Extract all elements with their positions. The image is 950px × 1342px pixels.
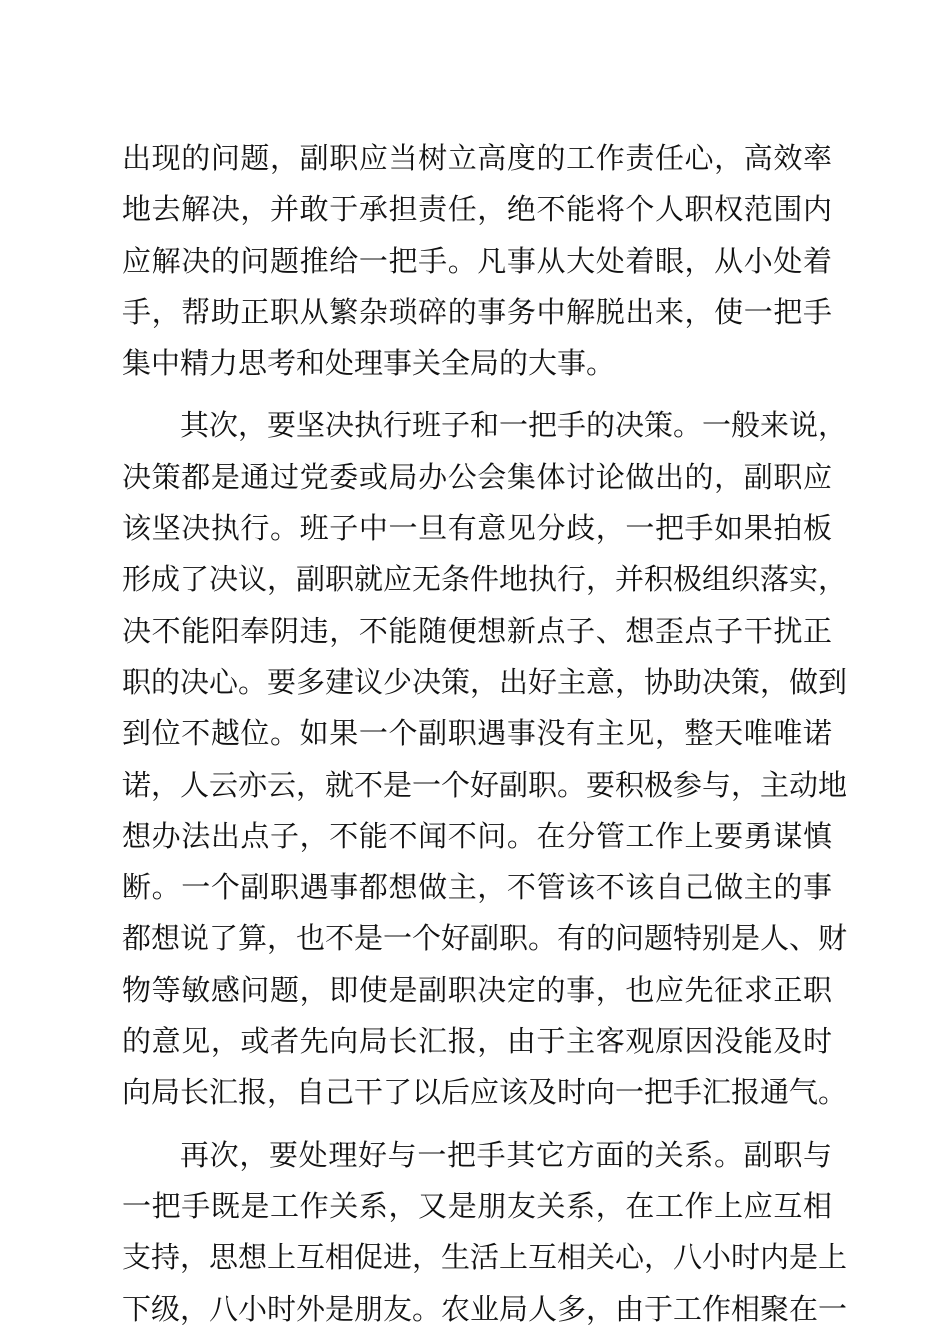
text-line: 的意见，或者先向局长汇报，由于主客观原因没能及时 — [122, 1024, 832, 1059]
text-line: 该坚决执行。班子中一旦有意见分歧，一把手如果拍板 — [122, 511, 832, 546]
text-line: 集中精力思考和处理事关全局的大事。 — [122, 346, 616, 381]
text-line: 诺，人云亦云，就不是一个好副职。要积极参与，主动地 — [122, 767, 848, 802]
text-line: 出现的问题，副职应当树立高度的工作责任心，高效率 — [122, 141, 832, 175]
text-line: 到位不越位。如果一个副职遇事没有主见，整天唯唯诺 — [122, 716, 832, 751]
text-line: 地去解决，并敢于承担责任，绝不能将个人职权范围内 — [122, 192, 832, 227]
text-line: 断。一个副职遇事都想做主，不管该不该自己做主的事 — [122, 870, 832, 905]
paragraph-first-line: 再次，要处理好与一把手其它方面的关系。副职与 — [180, 1137, 832, 1172]
text-line: 向局长汇报，自己干了以后应该及时向一把手汇报通气。 — [122, 1075, 848, 1110]
text-line: 下级，八小时外是朋友。农业局人多，由于工作相聚在一 — [122, 1291, 848, 1326]
text-line: 决策都是通过党委或局办公会集体讨论做出的，副职应 — [122, 459, 832, 494]
text-line: 应解决的问题推给一把手。凡事从大处着眼，从小处着 — [122, 243, 832, 278]
text-line: 一把手既是工作关系，又是朋友关系，在工作上应互相 — [122, 1188, 832, 1223]
text-line: 决不能阳奉阴违，不能随便想新点子、想歪点子干扰正 — [122, 613, 832, 648]
body-text — [122, 133, 848, 1335]
text-line: 形成了决议，副职就应无条件地执行，并积极组织落实， — [122, 562, 848, 597]
paragraph-first-line: 其次，要坚决执行班子和一把手的决策。一般来说， — [180, 408, 848, 443]
text-line: 手，帮助正职从繁杂琐碎的事务中解脱出来，使一把手 — [122, 294, 832, 329]
text-line: 职的决心。要多建议少决策，出好主意，协助决策，做到 — [122, 664, 848, 699]
text-line: 支持，思想上互相促进，生活上互相关心，八小时内是上 — [122, 1240, 848, 1275]
text-line: 想办法出点子，不能不闻不问。在分管工作上要勇谋慎 — [122, 818, 832, 853]
text-line: 物等敏感问题，即使是副职决定的事，也应先征求正职 — [122, 972, 832, 1007]
text-line: 都想说了算，也不是一个好副职。有的问题特别是人、财 — [122, 921, 848, 956]
